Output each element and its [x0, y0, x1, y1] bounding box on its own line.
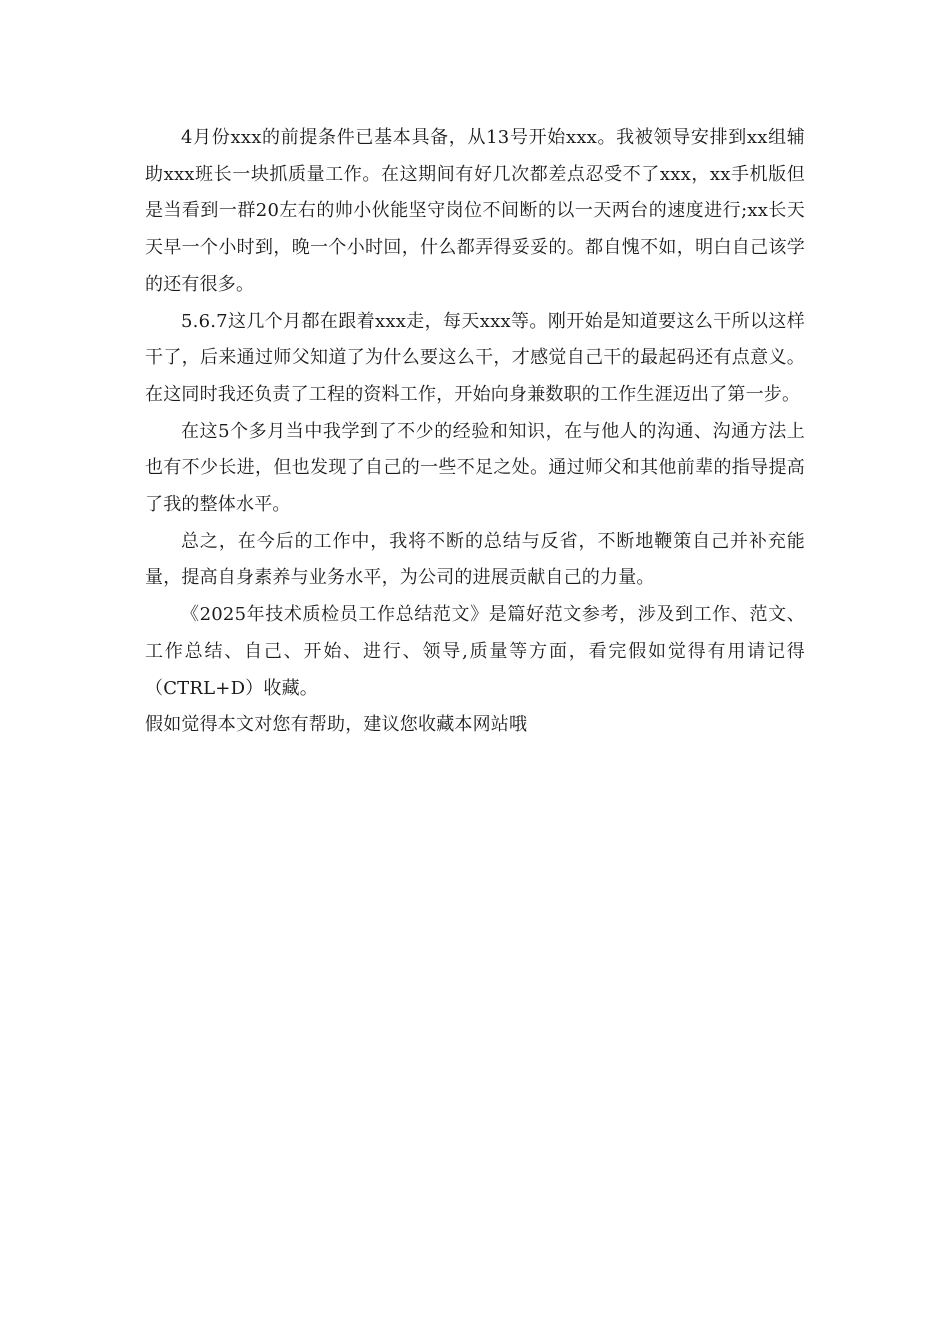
footer-bookmark-note: 假如觉得本文对您有帮助，建议您收藏本网站哦	[145, 714, 528, 736]
paragraph-experience: 在这5个多月当中我学到了不少的经验和知识，在与他人的沟通、沟通方法上也有不少长进，但也发现了自己的一些不足之处。通过师父和其他前辈的指导提高了我的整体水平。	[145, 420, 805, 516]
paragraph-april: 4月份xxx的前提条件已基本具备，从13号开始xxx。我被领导安排到xx组辅助xxx班长一块抓质量工作。在这期间有好几次都差点忍受不了xxx，xx手机版但是当看到一群20左右的帅小伙能坚守岗位不间断的以一天两台的速度进行;xx长天天早一个小时到，晚一个小时回，什么都弄得妥妥的。都自愧不如，明白自己该学的还有很多。	[145, 127, 805, 295]
document-body	[145, 120, 805, 744]
paragraph-conclusion: 总之，在今后的工作中，我将不断的总结与反省，不断地鞭策自己并补充能量，提高自身素养与业务水平，为公司的进展贡献自己的力量。	[145, 530, 805, 589]
paragraph-may-july: 5.6.7这几个月都在跟着xxx走，每天xxx等。刚开始是知道要这么干所以这样干了，后来通过师父知道了为什么要这么干，才感觉自己干的最起码还有点意义。在这同时我还负责了工程的资料工作，开始向身兼数职的工作生涯迈出了第一步。	[145, 310, 805, 405]
paragraph-reference-note: 《2025年技术质检员工作总结范文》是篇好范文参考，涉及到工作、范文、工作总结、自己、开始、进行、领导,质量等方面，看完假如觉得有用请记得（CTRL+D）收藏。	[145, 604, 805, 699]
